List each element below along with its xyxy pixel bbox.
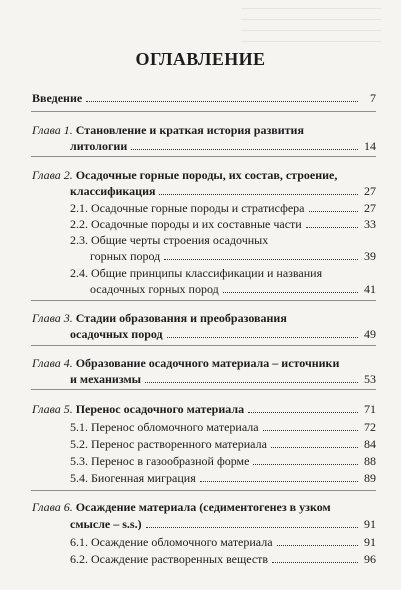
divider [31,490,376,491]
chapter-title-line1: Осаждение материала (седиментогенез в узком [75,500,331,514]
section-number: 5.2. [70,437,88,451]
section-page-number: 96 [364,552,376,566]
divider [31,156,376,157]
dot-leader [164,259,358,260]
toc-section-5-1 [70,420,376,434]
section-number: 6.2. [70,552,88,566]
toc-chapter-4-line2 [70,372,376,386]
dot-leader [272,562,358,563]
dot-leader [306,227,358,228]
toc-section-2-2 [70,217,376,231]
divider [31,389,376,390]
divider [31,300,376,301]
section-title: Осаждение растворенных веществ [91,552,269,566]
chapter-title-line1: Осадочные горные породы, их состав, строение, [75,168,338,182]
page-title: ОГЛАВЛЕНИЕ [135,49,266,69]
toc-chapter-5 [32,402,376,416]
toc-section-2-3 [70,233,376,247]
toc-section-6-1 [70,535,376,549]
section-number: 5.1. [70,420,88,434]
section-page-number: 27 [364,201,376,215]
chapter-page-number: 49 [364,327,376,341]
chapter-title-line2: классификация [70,184,156,198]
dot-leader [159,194,358,195]
chapter-title-line1: Стадии образования и преобразования [75,311,287,325]
section-number: 2.4. [70,266,88,280]
section-page-number: 41 [364,282,376,296]
section-page-number: 39 [364,249,376,263]
dot-leader [145,382,358,383]
toc-entry-intro [32,91,376,105]
dot-leader [200,481,358,482]
dot-leader [277,545,358,546]
section-title: Перенос обломочного материала [91,420,259,434]
toc-chapter-6 [32,500,376,514]
toc-section-2-3-line2 [90,249,376,263]
toc-section-2-4 [70,266,376,280]
toc-chapter-4 [32,356,376,370]
section-page-number: 33 [364,217,376,231]
chapter-title-line2: смысле – s.s.) [70,517,142,531]
toc-chapter-1-line2 [70,139,376,153]
chapter-title-line2: литологии [70,139,128,153]
section-title: Осаждение обломочного материала [91,535,273,549]
section-page-number: 72 [364,420,376,434]
dot-leader [223,292,358,293]
divider [31,111,376,112]
toc-section-2-1 [70,201,376,215]
dot-leader [271,447,358,448]
section-title-line2: осадочных горных пород [90,282,219,296]
section-number: 2.2. [70,217,88,231]
section-number: 5.4. [70,471,88,485]
chapter-title: Перенос осадочного материала [75,402,245,416]
section-number: 2.3. [70,233,88,247]
toc-section-5-2 [70,437,376,451]
section-title-line1: Общие черты строения осадочных [91,233,269,247]
chapter-title-line1: Становление и краткая история развития [75,123,304,137]
toc-section-2-4-line2 [90,282,376,296]
section-page-number: 91 [364,535,376,549]
toc-chapter-6-line2 [70,517,376,531]
dot-leader [253,464,358,465]
section-title: Перенос в газообразной форме [91,454,250,468]
dot-leader [248,412,358,413]
chapter-label: Глава 4. [32,356,73,370]
intro-label: Введение [32,91,83,105]
section-title-line2: горных пород [90,249,161,263]
toc-chapter-3-line2 [70,327,376,341]
toc-chapter-1 [32,123,376,137]
section-title: Осадочные породы и их составные части [91,217,302,231]
section-number: 2.1. [70,201,88,215]
chapter-page-number: 91 [364,517,376,531]
chapter-label: Глава 1. [32,123,73,137]
dot-leader [131,149,358,150]
section-number: 6.1. [70,535,88,549]
dot-leader [263,430,358,431]
chapter-label: Глава 5. [32,402,73,416]
chapter-page-number: 27 [364,184,376,198]
section-title: Перенос растворенного материала [91,437,267,451]
chapter-page-number: 53 [364,372,376,386]
chapter-title-line1: Образование осадочного материала – источники [75,356,340,370]
divider [31,345,376,346]
section-page-number: 89 [364,471,376,485]
chapter-label: Глава 3. [32,311,73,325]
section-title: Осадочные горные породы и стратисфера [91,201,305,215]
section-page-number: 84 [364,437,376,451]
section-number: 5.3. [70,454,88,468]
chapter-title-line2: и механизмы [70,372,142,386]
toc-section-5-4 [70,471,376,485]
chapter-title-line2: осадочных пород [70,327,163,341]
toc-section-5-3 [70,454,376,468]
toc-chapter-2-line2 [70,184,376,198]
chapter-page-number: 14 [364,139,376,153]
dot-leader [167,337,358,338]
section-page-number: 88 [364,454,376,468]
toc-chapter-3 [32,311,376,325]
chapter-label: Глава 2. [32,168,73,182]
section-title-line1: Общие принципы классификации и названия [91,266,323,280]
toc-section-6-2 [70,552,376,566]
section-title: Биогенная миграция [91,471,196,485]
dot-leader [309,211,358,212]
intro-page-number: 7 [370,91,376,105]
chapter-page-number: 71 [364,402,376,416]
toc-chapter-2 [32,168,376,182]
chapter-label: Глава 6. [32,500,73,514]
dot-leader [86,101,358,102]
dot-leader [146,527,358,528]
